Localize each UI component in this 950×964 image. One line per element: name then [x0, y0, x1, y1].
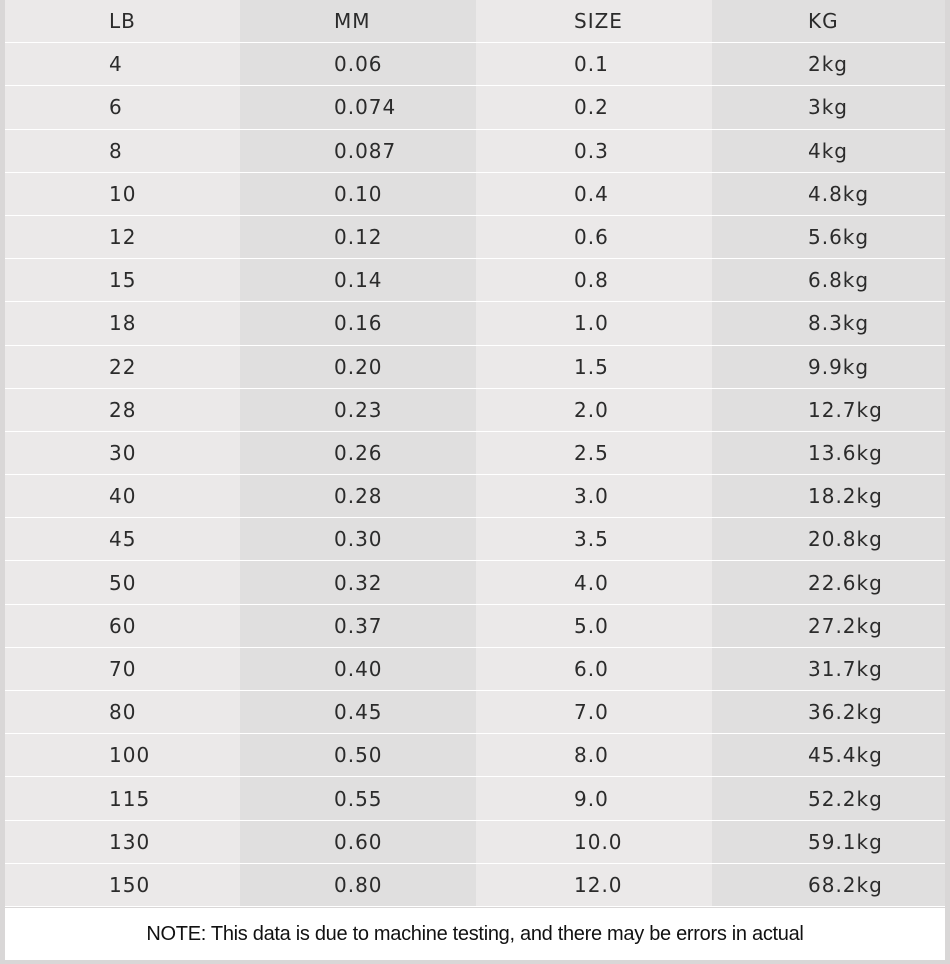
table-cell-kg: 31.7kg — [712, 648, 945, 691]
table-cell-lb: 80 — [5, 691, 240, 734]
table-cell-lb: 50 — [5, 561, 240, 604]
header-lb: LB — [5, 0, 240, 43]
table-cell-lb: 18 — [5, 302, 240, 345]
table-cell-kg: 59.1kg — [712, 821, 945, 864]
table-cell-lb: 150 — [5, 864, 240, 907]
table-cell-lb: 60 — [5, 605, 240, 648]
table-cell-lb: 28 — [5, 389, 240, 432]
table-cell-size: 0.3 — [476, 130, 712, 173]
table-cell-kg: 27.2kg — [712, 605, 945, 648]
table-cell-lb: 4 — [5, 43, 240, 86]
table-cell-size: 9.0 — [476, 777, 712, 820]
table-cell-size: 0.8 — [476, 259, 712, 302]
table-cell-kg: 4.8kg — [712, 173, 945, 216]
table-cell-lb: 30 — [5, 432, 240, 475]
table-cell-kg: 18.2kg — [712, 475, 945, 518]
table-cell-kg: 5.6kg — [712, 216, 945, 259]
table-cell-lb: 22 — [5, 346, 240, 389]
table-cell-kg: 12.7kg — [712, 389, 945, 432]
table-cell-mm: 0.20 — [240, 346, 476, 389]
table-cell-lb: 115 — [5, 777, 240, 820]
table-cell-size: 12.0 — [476, 864, 712, 907]
table-cell-mm: 0.10 — [240, 173, 476, 216]
table-cell-kg: 4kg — [712, 130, 945, 173]
table-cell-mm: 0.30 — [240, 518, 476, 561]
table-cell-mm: 0.45 — [240, 691, 476, 734]
table-cell-mm: 0.32 — [240, 561, 476, 604]
table-cell-size: 2.0 — [476, 389, 712, 432]
table-cell-size: 1.0 — [476, 302, 712, 345]
table-cell-lb: 70 — [5, 648, 240, 691]
table-cell-kg: 68.2kg — [712, 864, 945, 907]
table-cell-mm: 0.50 — [240, 734, 476, 777]
table-cell-mm: 0.16 — [240, 302, 476, 345]
table-cell-lb: 15 — [5, 259, 240, 302]
table-cell-lb: 100 — [5, 734, 240, 777]
table-cell-mm: 0.40 — [240, 648, 476, 691]
table-cell-mm: 0.26 — [240, 432, 476, 475]
table-cell-kg: 22.6kg — [712, 561, 945, 604]
table-cell-size: 7.0 — [476, 691, 712, 734]
table-cell-kg: 9.9kg — [712, 346, 945, 389]
table-cell-size: 3.0 — [476, 475, 712, 518]
table-cell-lb: 8 — [5, 130, 240, 173]
table-cell-lb: 10 — [5, 173, 240, 216]
table-cell-mm: 0.06 — [240, 43, 476, 86]
table-cell-mm: 0.074 — [240, 86, 476, 129]
table-cell-lb: 6 — [5, 86, 240, 129]
line-spec-table — [5, 0, 945, 907]
table-cell-size: 4.0 — [476, 561, 712, 604]
table-cell-size: 1.5 — [476, 346, 712, 389]
note-text: NOTE: This data is due to machine testing, and there may be errors in actual — [5, 908, 945, 960]
table-cell-size: 0.4 — [476, 173, 712, 216]
table-cell-mm: 0.37 — [240, 605, 476, 648]
table-cell-lb: 45 — [5, 518, 240, 561]
header-size: SIZE — [476, 0, 712, 43]
table-cell-mm: 0.60 — [240, 821, 476, 864]
table-cell-size: 0.1 — [476, 43, 712, 86]
table-cell-mm: 0.12 — [240, 216, 476, 259]
table-cell-lb: 40 — [5, 475, 240, 518]
table-cell-size: 8.0 — [476, 734, 712, 777]
table-cell-kg: 20.8kg — [712, 518, 945, 561]
table-cell-size: 10.0 — [476, 821, 712, 864]
table-cell-size: 5.0 — [476, 605, 712, 648]
table-cell-size: 2.5 — [476, 432, 712, 475]
table-cell-kg: 6.8kg — [712, 259, 945, 302]
table-cell-mm: 0.80 — [240, 864, 476, 907]
table-cell-kg: 36.2kg — [712, 691, 945, 734]
table-cell-kg: 52.2kg — [712, 777, 945, 820]
table-cell-mm: 0.14 — [240, 259, 476, 302]
header-mm: MM — [240, 0, 476, 43]
table-cell-kg: 8.3kg — [712, 302, 945, 345]
table-cell-lb: 130 — [5, 821, 240, 864]
header-kg: KG — [712, 0, 945, 43]
table-cell-lb: 12 — [5, 216, 240, 259]
table-cell-size: 0.2 — [476, 86, 712, 129]
table-cell-mm: 0.55 — [240, 777, 476, 820]
table-cell-mm: 0.23 — [240, 389, 476, 432]
table-cell-kg: 3kg — [712, 86, 945, 129]
table-cell-size: 0.6 — [476, 216, 712, 259]
table-cell-mm: 0.087 — [240, 130, 476, 173]
table-cell-size: 6.0 — [476, 648, 712, 691]
table-cell-size: 3.5 — [476, 518, 712, 561]
table-cell-mm: 0.28 — [240, 475, 476, 518]
table-cell-kg: 13.6kg — [712, 432, 945, 475]
table-cell-kg: 45.4kg — [712, 734, 945, 777]
table-cell-kg: 2kg — [712, 43, 945, 86]
